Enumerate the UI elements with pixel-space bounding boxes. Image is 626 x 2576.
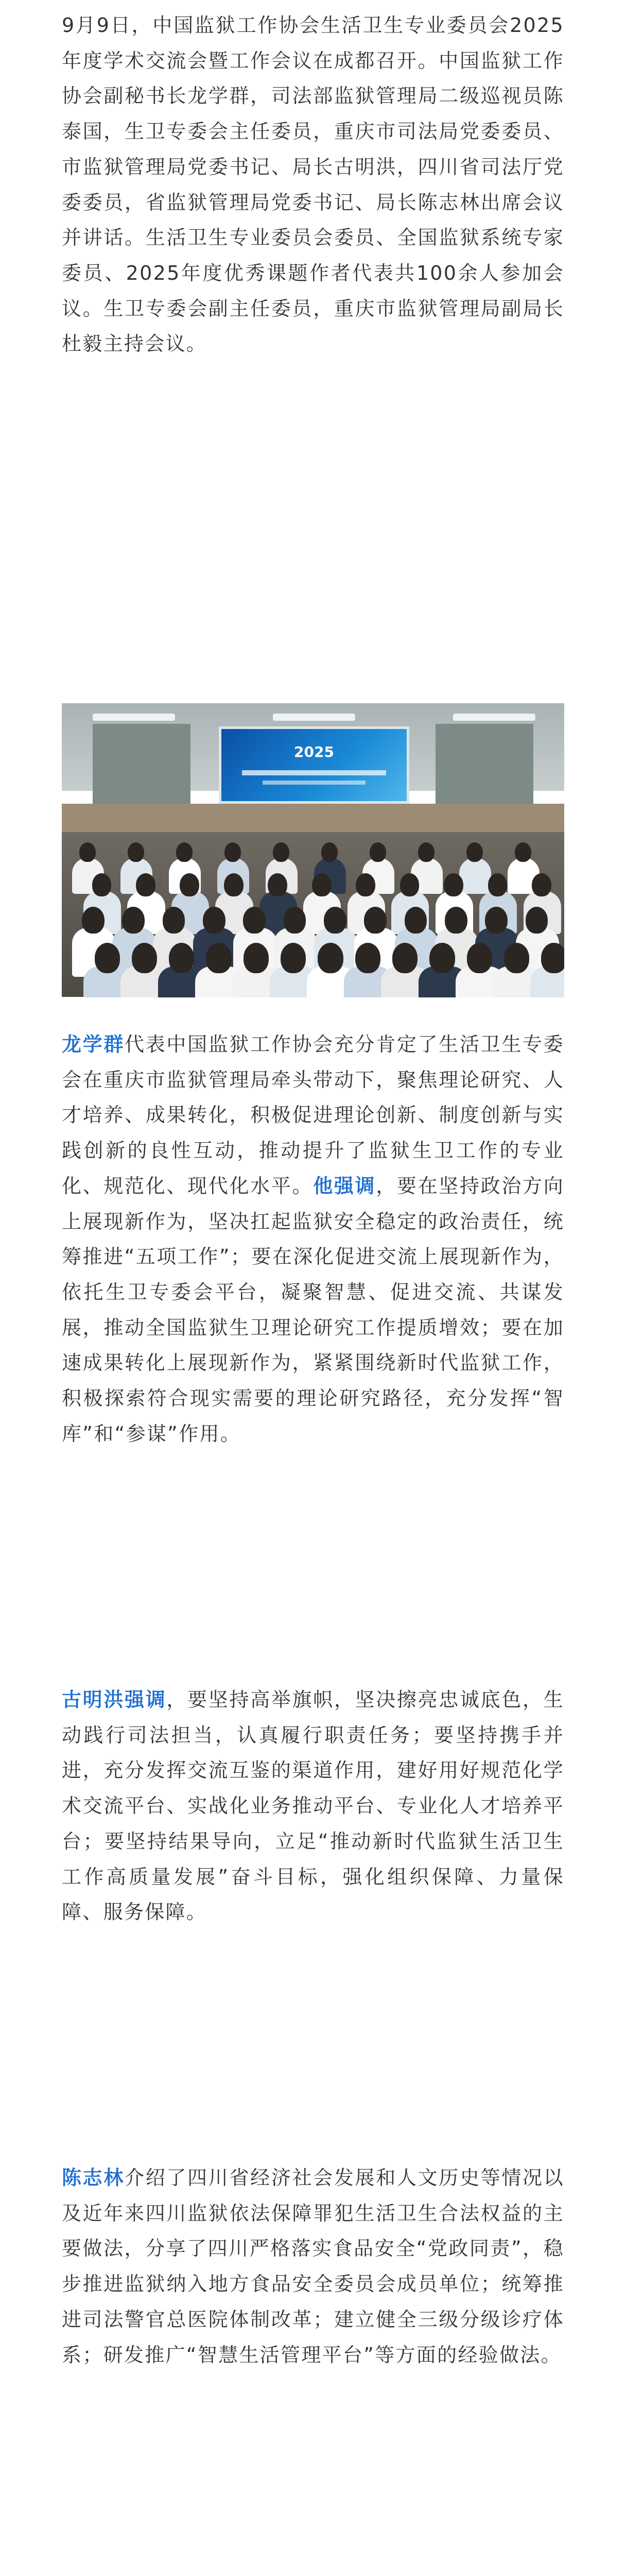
audience-member: [459, 858, 491, 894]
paragraph-guminghong-text: ，要坚持高举旗帜，坚决擦亮忠诚底色，生动践行司法担当，认真履行职责任务；要坚持携手并进，充分发挥交流互鉴的渠道作用，建好用好规范化学术交流平台、实战化业务推动平台、专业化人才培养平台；要坚持结果导向，立足“推动新时代监狱生活卫生工作高质量发展”奋斗目标，强化组织保障、力量保障、服务保障。: [62, 1688, 564, 1924]
audience-member-head: [82, 907, 105, 934]
audience-member-head: [136, 873, 155, 896]
audience-member-head: [268, 873, 287, 896]
audience-member-head: [128, 842, 144, 862]
audience-member-head: [418, 842, 434, 862]
audience-member-head: [485, 907, 508, 934]
stage-screen: [219, 726, 409, 804]
audience-member-head: [284, 907, 306, 934]
meeting-hall-photo: [62, 703, 564, 997]
audience-member-head: [392, 943, 418, 973]
audience-member-head: [243, 907, 266, 934]
audience-member-head: [203, 907, 225, 934]
audience-member-head: [541, 943, 564, 973]
audience-member-head: [132, 943, 157, 973]
paragraph-longxuequn-text-b: ，要在坚持政治方向上展现新作为，坚决扛起监狱安全稳定的政治责任，统筹推进“五项工作”；要在深化促进交流上展现新作为，依托生卫专委会平台，凝聚智慧、促进交流、共谋发展，推动全国监狱生卫理论研究工作提质增效；要在加速成果转化上展现新作为，紧紧围绕新时代监狱工作，积极探索符合现实需要的理论研究路径，充分发挥“智库”和“参谋”作用。: [62, 1174, 564, 1445]
audience-member-head: [356, 873, 375, 896]
audience-member-head: [312, 873, 332, 896]
paragraph-chenzhilin-text: 介绍了四川省经济社会发展和人文历史等情况以及近年来四川监狱依法保障罪犯生活卫生合法权益的主要做法，分享了四川严格落实食品安全“党政同责”，稳步推进监狱纳入地方食品安全委员会成员单位；统筹推进司法警官总医院体制改革；建立健全三级分级诊疗体系；研发推广“智慧生活管理平台”等方面的经验做法。: [62, 2166, 564, 2366]
audience-member-head: [318, 943, 343, 973]
audience-member-head: [163, 907, 185, 934]
audience-member-head: [467, 943, 492, 973]
audience-member-head: [224, 842, 241, 862]
audience-member-head: [321, 842, 338, 862]
paragraph-longxuequn-text-a: 代表中国监狱工作协会充分肯定了生活卫生专委会在重庆市监狱管理局牵头带动下，聚焦理论研究、人才培养、成果转化，积极促进理论创新、制度创新与实践创新的良性互动，推动提升了监狱生卫工作的专业化、规范化、现代化水平。: [62, 1033, 564, 1197]
audience-member-head: [79, 842, 96, 862]
speaker-emphasis-he: 他强调: [313, 1174, 376, 1197]
audience-member-head: [122, 907, 145, 934]
audience-member-head: [445, 907, 467, 934]
audience-member-head: [515, 842, 531, 862]
audience-member-head: [429, 943, 455, 973]
audience-member-head: [488, 873, 508, 896]
audience-member-head: [355, 943, 380, 973]
audience-member-head: [466, 842, 483, 862]
speaker-name-chenzhilin: 陈志林: [62, 2166, 125, 2189]
audience-member-head: [532, 873, 551, 896]
screen-title: 2025: [294, 743, 334, 760]
audience-member-head: [180, 873, 199, 896]
audience-member-head: [169, 943, 194, 973]
speaker-name-guminghong: 古明洪强调: [62, 1688, 167, 1711]
audience-member-head: [92, 873, 112, 896]
audience-member-head: [400, 873, 420, 896]
audience-member-head: [364, 907, 387, 934]
audience-member-head: [281, 943, 306, 973]
audience-member-head: [526, 907, 548, 934]
audience-member-head: [405, 907, 427, 934]
audience-member-head: [95, 943, 120, 973]
audience-member-head: [273, 842, 289, 862]
audience-member-head: [176, 842, 193, 862]
speaker-name-longxuequn: 龙学群: [62, 1033, 125, 1056]
paragraph-gumingrong: [62, 1682, 564, 1930]
audience-member-head: [324, 907, 346, 934]
audience-member-head: [504, 943, 529, 973]
paragraph-chenzhilin: [62, 2160, 564, 2372]
audience-member-head: [206, 943, 231, 973]
audience-member-head: [370, 842, 386, 862]
audience-member-head: [224, 873, 244, 896]
audience-member-head: [244, 943, 269, 973]
audience-member-head: [444, 873, 463, 896]
paragraph-longxuequn: [62, 1027, 564, 1451]
paragraph-intro: 9月9日，中国监狱工作协会生活卫生专业委员会2025年度学术交流会暨工作会议在成都召开。中国监狱工作协会副秘书长龙学群，司法部监狱管理局二级巡视员陈泰国，生卫专委会主任委员，重庆市司法局党委委员、市监狱管理局党委书记、局长古明洪，四川省司法厅党委委员，省监狱管理局党委书记、局长陈志林出席会议并讲话。生活卫生专业委员会委员、全国监狱系统专家委员、2025年度优秀课题作者代表共100余人参加会议。生卫专委会副主任委员，重庆市监狱管理局副局长杜毅主持会议。: [62, 14, 564, 355]
